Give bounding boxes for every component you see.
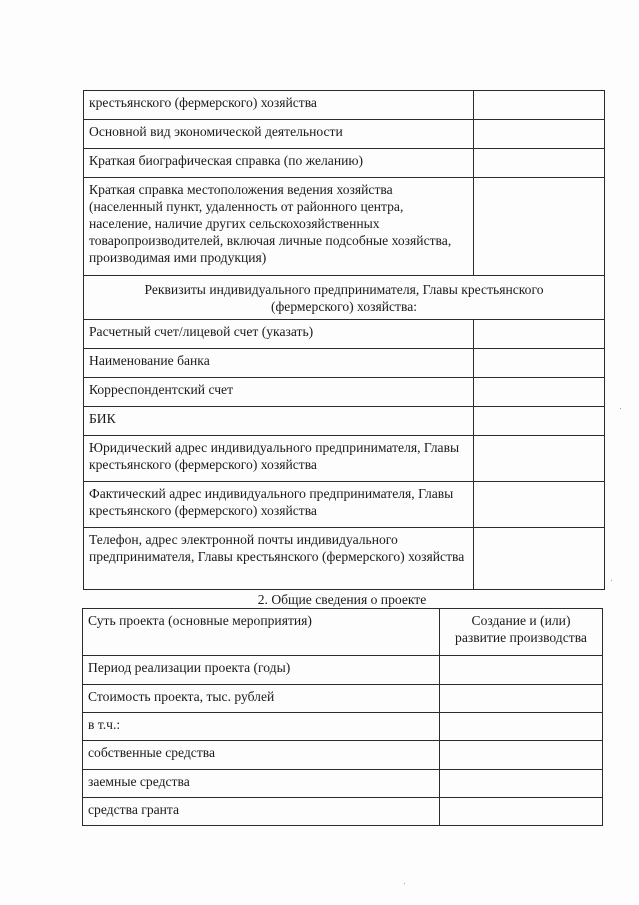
table-row bbox=[84, 528, 605, 590]
row-value-cell[interactable] bbox=[474, 91, 605, 120]
row-value-cell[interactable] bbox=[474, 528, 605, 590]
row-value-cell[interactable] bbox=[440, 798, 603, 826]
row-value-cell[interactable] bbox=[440, 770, 603, 798]
applicant-info-table bbox=[83, 90, 605, 590]
table-row bbox=[84, 436, 605, 482]
row-value-cell[interactable] bbox=[440, 685, 603, 713]
table-row bbox=[83, 685, 603, 713]
row-value-cell[interactable] bbox=[440, 741, 603, 770]
row-label: Стоимость проекта, тыс. рублей bbox=[83, 685, 440, 713]
table-row bbox=[84, 91, 605, 120]
row-label: собственные средства bbox=[83, 741, 440, 770]
scan-speck bbox=[404, 883, 405, 884]
column-header-value: Создание и (или) развитие производства bbox=[440, 609, 603, 656]
row-label: Юридический адрес индивидуального предпринимателя, Главы крестьянского (фермерского) хозяйства bbox=[84, 436, 474, 482]
row-value-cell[interactable] bbox=[474, 482, 605, 528]
row-value-cell[interactable] bbox=[474, 436, 605, 482]
row-label: средства гранта bbox=[83, 798, 440, 826]
table-header-row bbox=[83, 609, 603, 656]
table-row bbox=[84, 407, 605, 436]
row-label: Телефон, адрес электронной почты индивидуального предпринимателя, Главы крестьянского (фермерского) хозяйства bbox=[84, 528, 474, 590]
row-label: в т.ч.: bbox=[83, 713, 440, 741]
row-value-cell[interactable] bbox=[474, 349, 605, 378]
project-info-table bbox=[82, 608, 603, 826]
row-value-cell[interactable] bbox=[474, 120, 605, 149]
row-value-cell[interactable] bbox=[440, 656, 603, 685]
table-row bbox=[84, 378, 605, 407]
section-title: 2. Общие сведения о проекте bbox=[257, 592, 427, 607]
row-label: заемные средства bbox=[83, 770, 440, 798]
table-row bbox=[84, 482, 605, 528]
scan-speck bbox=[611, 580, 612, 581]
table-row bbox=[83, 656, 603, 685]
requisites-header: Реквизиты индивидуального предпринимателя, Главы крестьянского (фермерского) хозяйства: bbox=[84, 276, 605, 320]
table-row bbox=[83, 741, 603, 770]
row-value-cell[interactable] bbox=[474, 320, 605, 349]
scan-speck bbox=[620, 408, 621, 409]
table-row bbox=[84, 349, 605, 378]
table-row bbox=[84, 120, 605, 149]
row-value-cell[interactable] bbox=[474, 378, 605, 407]
table-row bbox=[83, 713, 603, 741]
row-value-cell[interactable] bbox=[474, 407, 605, 436]
row-value-cell[interactable] bbox=[474, 149, 605, 178]
table-row bbox=[83, 798, 603, 826]
row-value-cell[interactable] bbox=[474, 178, 605, 276]
section-header-row bbox=[84, 276, 605, 320]
row-label: крестьянского (фермерского) хозяйства bbox=[84, 91, 474, 120]
table-row bbox=[84, 178, 605, 276]
row-label: Фактический адрес индивидуального предпринимателя, Главы крестьянского (фермерского) хозяйства bbox=[84, 482, 474, 528]
column-header-label: Суть проекта (основные мероприятия) bbox=[83, 609, 440, 656]
row-label: Расчетный счет/лицевой счет (указать) bbox=[84, 320, 474, 349]
row-label: Период реализации проекта (годы) bbox=[83, 656, 440, 685]
row-label: Основной вид экономической деятельности bbox=[84, 120, 474, 149]
row-label: Корреспондентский счет bbox=[84, 378, 474, 407]
row-label: Краткая справка местоположения ведения хозяйства (населенный пункт, удаленность от районного центра, население, наличие других сельскохозяйственных товаропроизводителей, включая личные подсобные хозяйства, производимая ими продукция) bbox=[84, 178, 474, 276]
row-label: Наименование банка bbox=[84, 349, 474, 378]
row-value-cell[interactable] bbox=[440, 713, 603, 741]
table-row bbox=[83, 770, 603, 798]
table-row bbox=[84, 149, 605, 178]
table-row bbox=[84, 320, 605, 349]
row-label: Краткая биографическая справка (по желанию) bbox=[84, 149, 474, 178]
row-label: БИК bbox=[84, 407, 474, 436]
